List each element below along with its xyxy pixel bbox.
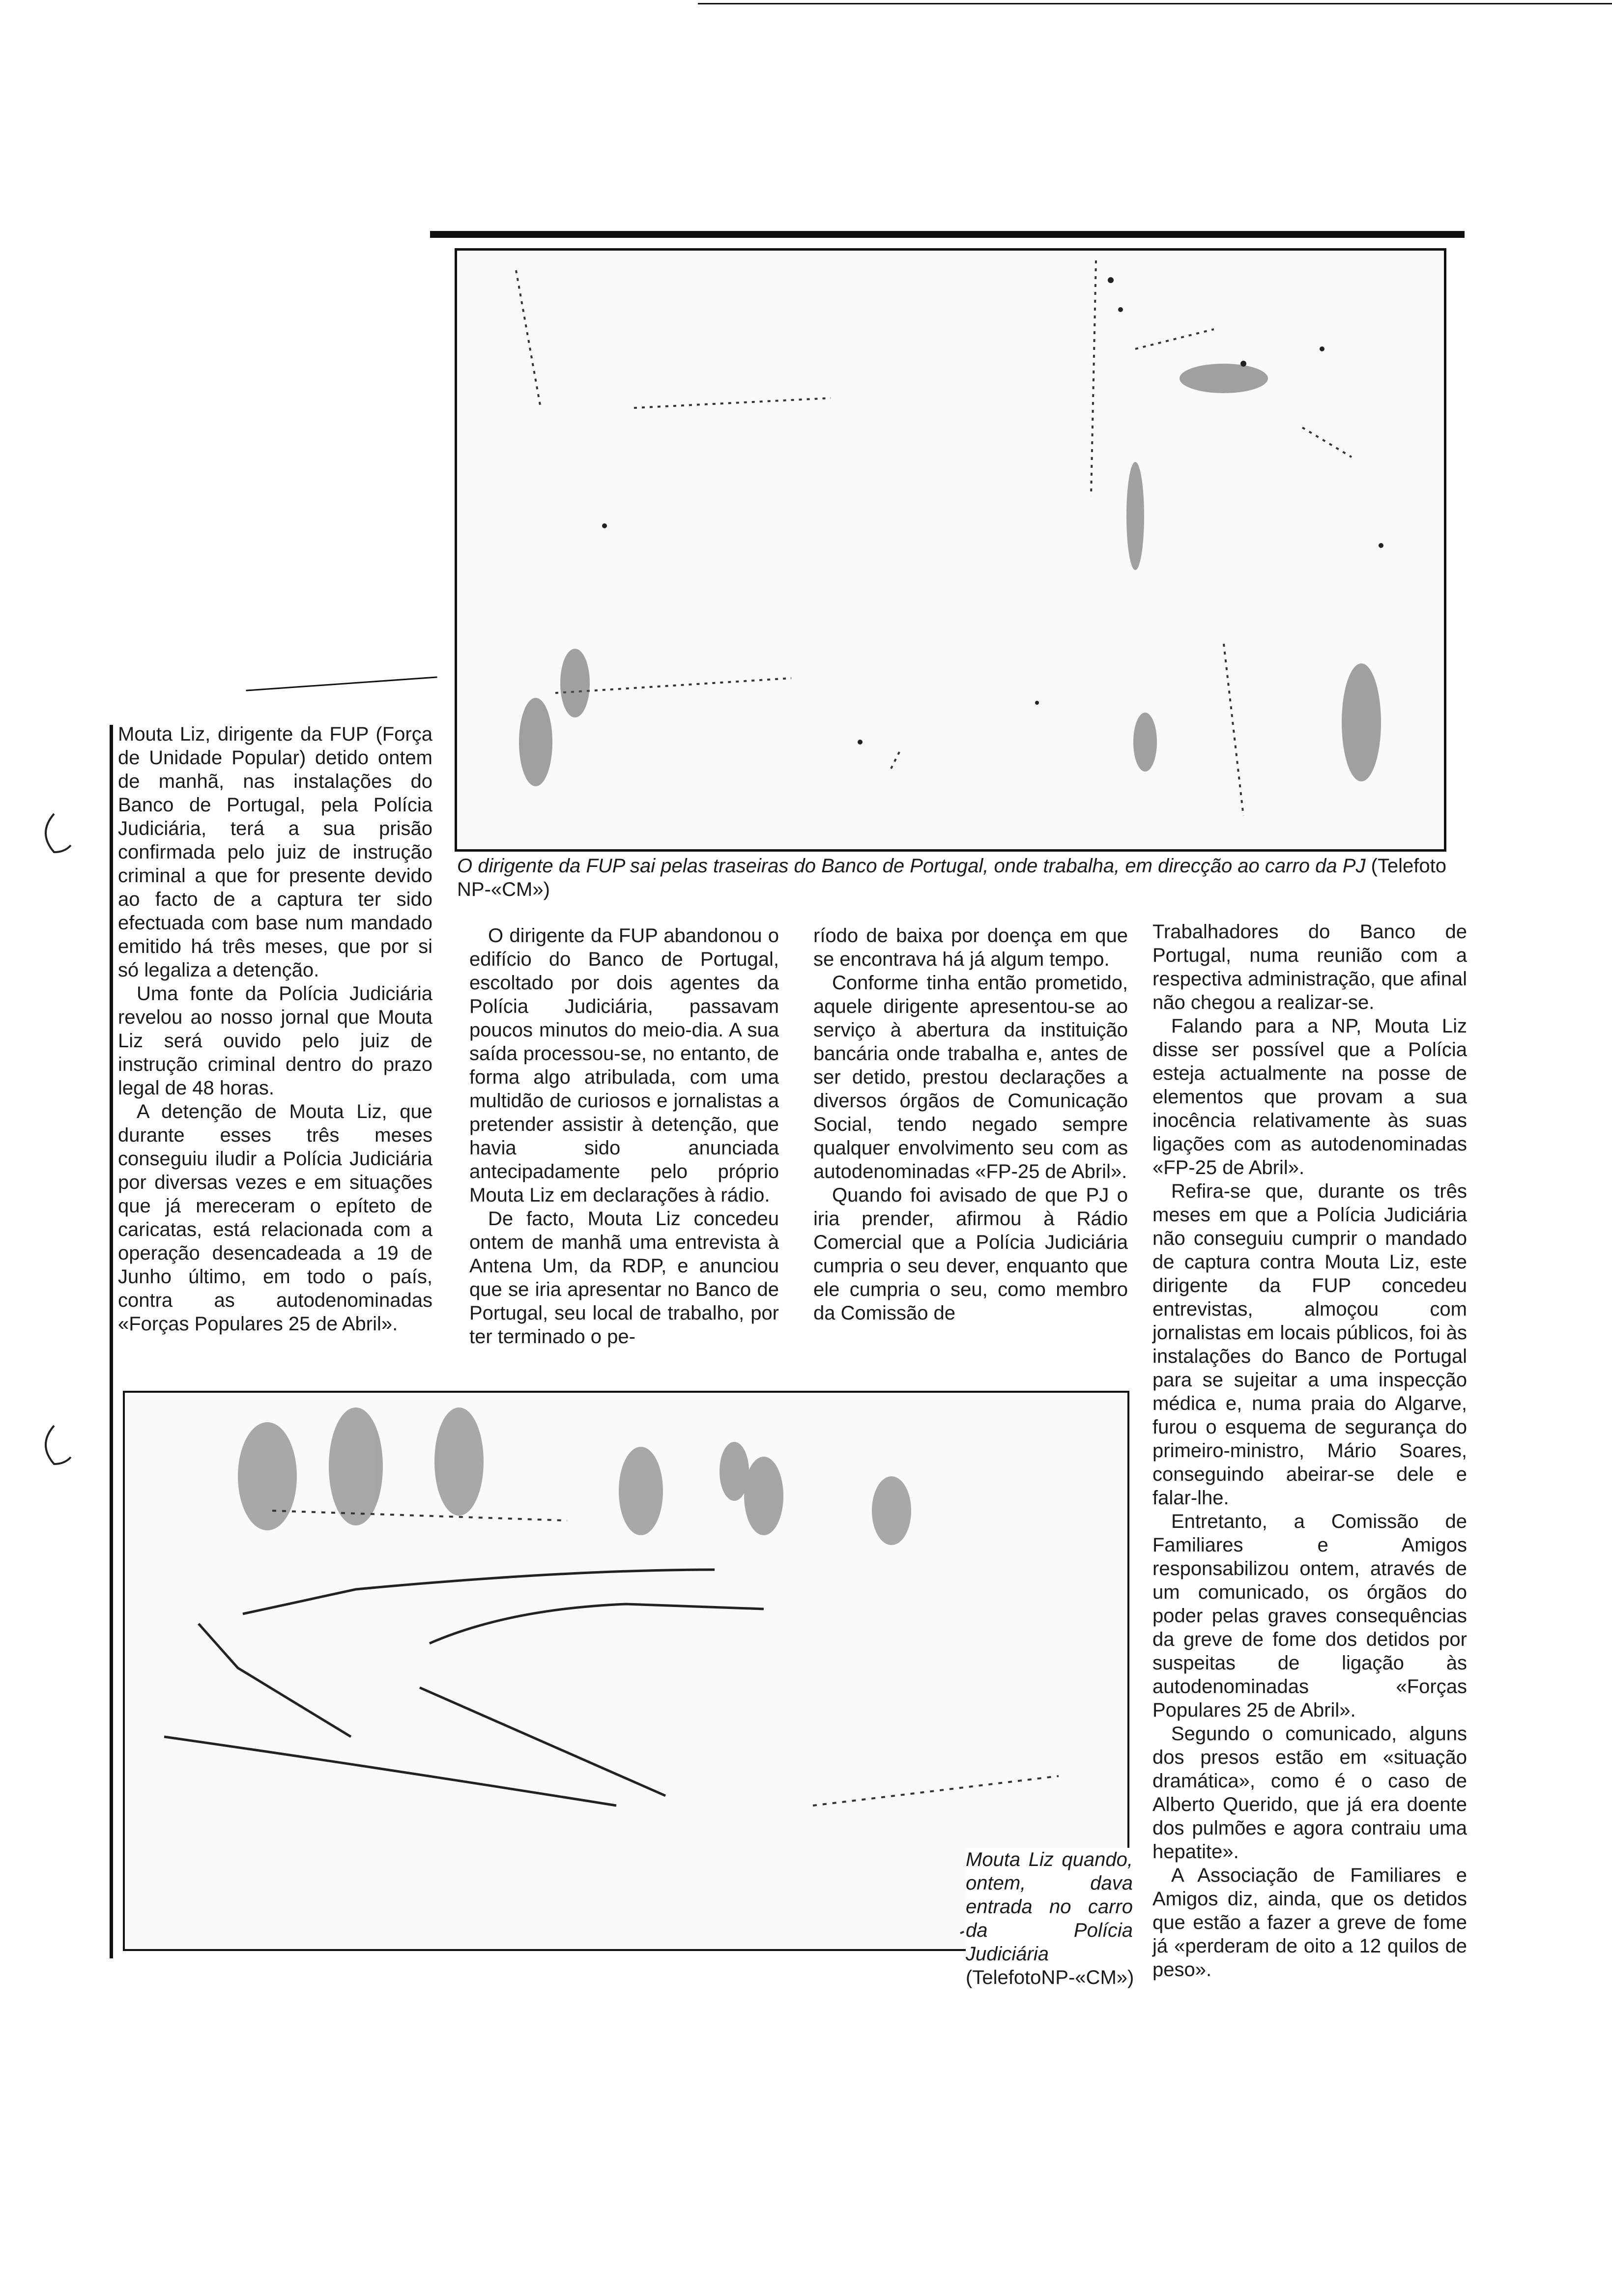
article-column-4 xyxy=(1152,920,1467,1981)
left-margin-bar xyxy=(110,725,113,1958)
article-paragraph: De facto, Mouta Liz concedeu ontem de manhã uma entrevista à Antena Um, da RDP, e anunciou que se iria apresentar no Banco de Portugal, seu local de trabalho, por ter terminado o pe- xyxy=(469,1208,779,1348)
photo-top-credit: (Telefoto NP-«CM») xyxy=(457,855,1446,900)
photo-top-rule xyxy=(430,231,1465,238)
binder-hole-mark-lower xyxy=(34,1423,74,1467)
article-paragraph: Mouta Liz, dirigente da FUP (Força de Unidade Popular) detido ontem de manhã, nas instalações do Banco de Portugal, pela Polícia Judiciária, terá a sua prisão confirmada pelo juiz de instrução criminal a que for presente devido ao facto de a captura ter sido efectuada com base num mandado emitido há três meses, que por si só legaliza a detenção. xyxy=(118,723,432,981)
binder-hole-mark-upper xyxy=(34,811,74,855)
article-paragraph: Falando para a NP, Mouta Liz disse ser possível que a Polícia esteja actualmente na posse de elementos que provam a sua inocência relativamente às suas ligações com as autodenominadas «FP-25 de Abril». xyxy=(1152,1015,1467,1178)
article-paragraph: A detenção de Mouta Liz, que durante esses três meses conseguiu iludir a Polícia Judiciária por diversas vezes e em situações que já mereceram o epíteto de caricatas, está relacionada com a operação desencadeada a 19 de Junho último, em todo o país, contra as autodenominadas «Forças Populares 25 de Abril». xyxy=(118,1101,432,1335)
article-paragraph: Uma fonte da Polícia Judiciária revelou ao nosso jornal que Mouta Liz será ouvido pelo juiz de instrução criminal dentro do prazo legal de 48 horas. xyxy=(118,983,432,1099)
article-paragraph: Conforme tinha então prometido, aquele dirigente apresentou-se ao serviço à abertura da instituição bancária onde trabalha e, antes de ser detido, prestou declarações a diversos órgãos de Comunicação Social, tendo negado sempre qualquer envolvimento seu com as autodenominadas «FP-25 de Abril». xyxy=(813,972,1128,1182)
photo-top-caption xyxy=(457,854,1450,901)
article-paragraph: Segundo o comunicado, alguns dos presos estão em «situação dramática», como é o caso de Alberto Querido, que já era doente dos pulmões e agora contraiu uma hepatite». xyxy=(1152,1723,1467,1863)
article-paragraph: Quando foi avisado de que PJ o iria prender, afirmou à Rádio Comercial que a Polícia Judiciária cumpria o seu dever, enquanto que ele cumpria o seu, como membro da Comissão de xyxy=(813,1184,1128,1324)
lead-rule xyxy=(246,676,437,691)
article-paragraph: O dirigente da FUP abandonou o edifício do Banco de Portugal, escoltado por dois agentes da Polícia Judiciária, passavam poucos minutos do meio-dia. A sua saída processou-se, no entanto, de forma algo atribulada, com uma multidão de curiosos e jornalistas a pretender assistir à detenção, que havia sido anunciada antecipadamente pelo próprio Mouta Liz em declarações à rádio. xyxy=(469,925,779,1206)
scan-edge-line xyxy=(698,3,1612,4)
article-paragraph: A Associação de Familiares e Amigos diz, ainda, que os detidos que estão a fazer a greve de fome já «perderam de oito a 12 quilos de peso». xyxy=(1152,1865,1467,1980)
photo-top-caption-text: O dirigente da FUP sai pelas traseiras do Banco de Portugal, onde trabalha, em direcção ao carro da PJ xyxy=(457,855,1366,877)
photo-bottom-credit: (TelefotoNP-«CM») xyxy=(966,1967,1134,1988)
article-column-2 xyxy=(469,924,779,1349)
article-paragraph: Entretanto, a Comissão de Familiares e Amigos responsabilizou ontem, através de um comunicado, os órgãos do poder pelas graves consequências da greve de fome dos detidos por suspeitas de ligação às autodenominadas «Forças Populares 25 de Abril». xyxy=(1152,1511,1467,1721)
photo-top xyxy=(455,248,1446,852)
article-paragraph: Trabalhadores do Banco de Portugal, numa reunião com a respectiva administração, que afinal não chegou a realizar-se. xyxy=(1152,921,1467,1013)
article-paragraph: ríodo de baixa por doença em que se encontrava há já algum tempo. xyxy=(813,925,1128,970)
photo-bottom-caption xyxy=(966,1848,1133,1989)
photo-bottom-caption-text: Mouta Liz quando, ontem, dava entrada no carro da Polícia Judiciária xyxy=(966,1849,1133,1965)
article-column-1 xyxy=(118,722,432,1336)
article-column-3 xyxy=(813,924,1128,1325)
article-paragraph: Refira-se que, durante os três meses em que a Polícia Judiciária não conseguiu cumprir o mandado de captura contra Mouta Liz, este dirigente da FUP concedeu entrevistas, almoçou com jornalistas em locais públicos, foi às instalações do Banco de Portugal para se sujeitar a uma inspecção médica e, numa praia do Algarve, furou o esquema de segurança do primeiro-ministro, Mário Soares, conseguindo abeirar-se dele e falar-lhe. xyxy=(1152,1180,1467,1509)
photo-top-image xyxy=(457,251,1444,849)
